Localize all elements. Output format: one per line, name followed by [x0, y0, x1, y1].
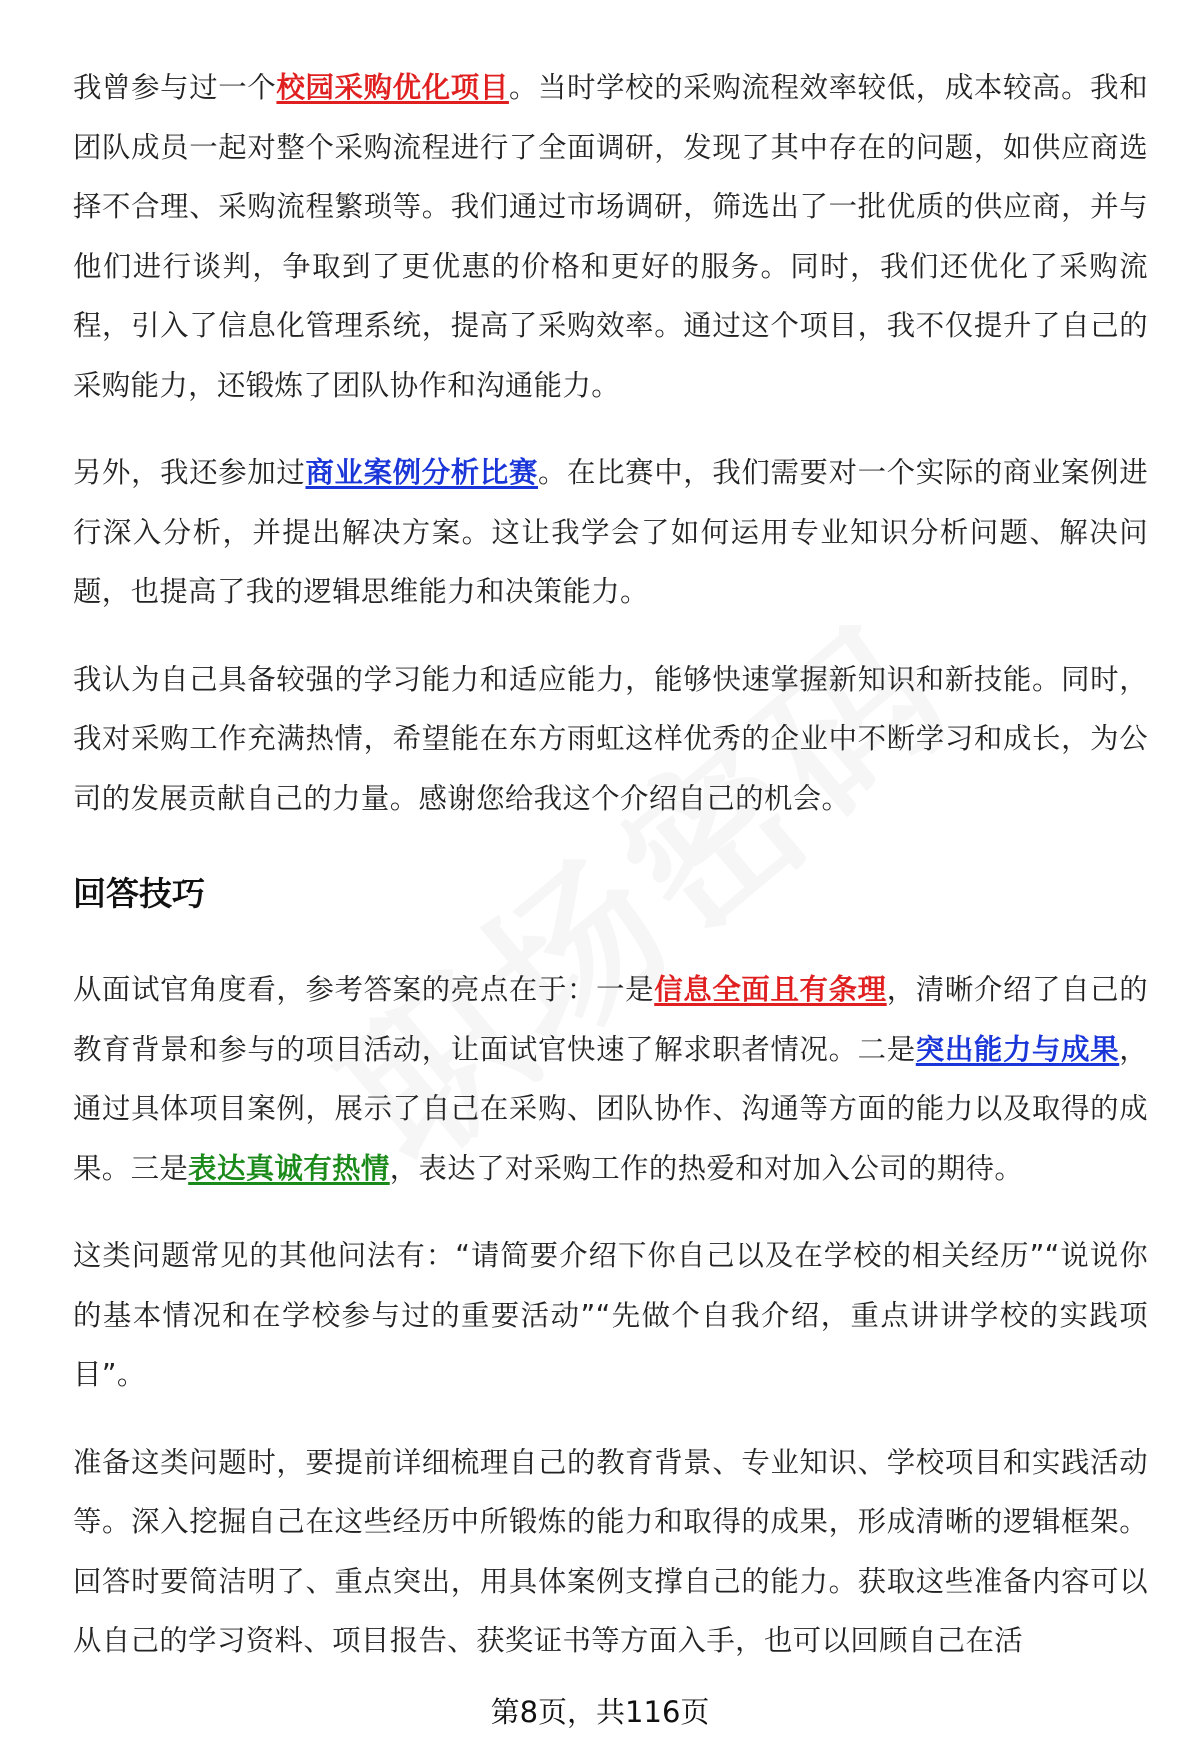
paragraph-case-competition [73, 443, 1148, 622]
paragraph-text: 这类问题常见的其他问法有：“请简要介绍下你自己以及在学校的相关经历”“说说你的基本情况和在学校参与过的重要活动”“先做个自我介绍，重点讲讲学校的实践项目”。 [73, 1239, 1148, 1391]
paragraph-campus-procurement [73, 58, 1148, 415]
document-page [73, 58, 1148, 1671]
paragraph-text: 。在比赛中，我们需要对一个实际的商业案例进行深入分析，并提出解决方案。这让我学会了如何运用专业知识分析问题、解决问题，也提高了我的逻辑思维能力和决策能力。 [73, 456, 1149, 608]
paragraph-text: 。当时学校的采购流程效率较低，成本较高。我和团队成员一起对整个采购流程进行了全面调研，发现了其中存在的问题，如供应商选择不合理、采购流程繁琐等。我们通过市场调研，筛选出了一批优质的供应商，并与他们进行谈判，争取到了更优惠的价格和更好的服务。同时，我们还优化了采购流程，引入了信息化管理系统，提高了采购效率。通过这个项目，我不仅提升了自己的采购能力，还锻炼了团队协作和沟通能力。 [73, 71, 1149, 402]
highlight-sincere-enthusiasm: 表达真诚有热情 [188, 1151, 390, 1185]
paragraph-text: 准备这类问题时，要提前详细梳理自己的教育背景、专业知识、学校项目和实践活动等。深入挖掘自己在这些经历中所锻炼的能力和取得的成果，形成清晰的逻辑框架。回答时要简洁明了、重点突出，用具体案例支撑自己的能力。获取这些准备内容可以从自己的学习资料、项目报告、获奖证书等方面入手，也可以回顾自己在活 [73, 1445, 1148, 1657]
paragraph-self-assessment [73, 650, 1148, 829]
paragraph-text: ，通过具体项目案例，展示了自己在采购、团队协作、沟通等方面的能力以及取得的成果。三是 [73, 1032, 1148, 1185]
paragraph-text: 我认为自己具备较强的学习能力和适应能力，能够快速掌握新知识和新技能。同时，我对采购工作充满热情，希望能在东方雨虹这样优秀的企业中不断学习和成长，为公司的发展贡献自己的力量。感谢您给我这个介绍自己的机会。 [73, 662, 1148, 815]
highlight-case-analysis-competition: 商业案例分析比赛 [305, 456, 538, 489]
highlight-ability-results: 突出能力与成果 [915, 1032, 1120, 1066]
paragraph-interviewer-view [73, 960, 1148, 1198]
paragraph-text: 从面试官角度看，参考答案的亮点在于：一是 [73, 973, 655, 1006]
paragraph-text: 我曾参与过一个 [73, 71, 277, 104]
paragraph-text: ，表达了对采购工作的热爱和对加入公司的期待。 [389, 1151, 1024, 1185]
section-heading-answer-tips: 回答技巧 [73, 874, 205, 913]
paragraph-preparation-advice [73, 1433, 1148, 1671]
highlight-comprehensive-info: 信息全面且有条理 [654, 973, 887, 1006]
highlight-campus-procurement-project: 校园采购优化项目 [276, 71, 509, 104]
page-footer: 第8页，共116页 [490, 1695, 710, 1729]
paragraph-text: 另外，我还参加过 [73, 456, 306, 489]
paragraph-text: ，清晰介绍了自己的教育背景和参与的项目活动，让面试官快速了解求职者情况。二是 [73, 973, 1148, 1066]
paragraph-alternative-questions [73, 1226, 1148, 1405]
